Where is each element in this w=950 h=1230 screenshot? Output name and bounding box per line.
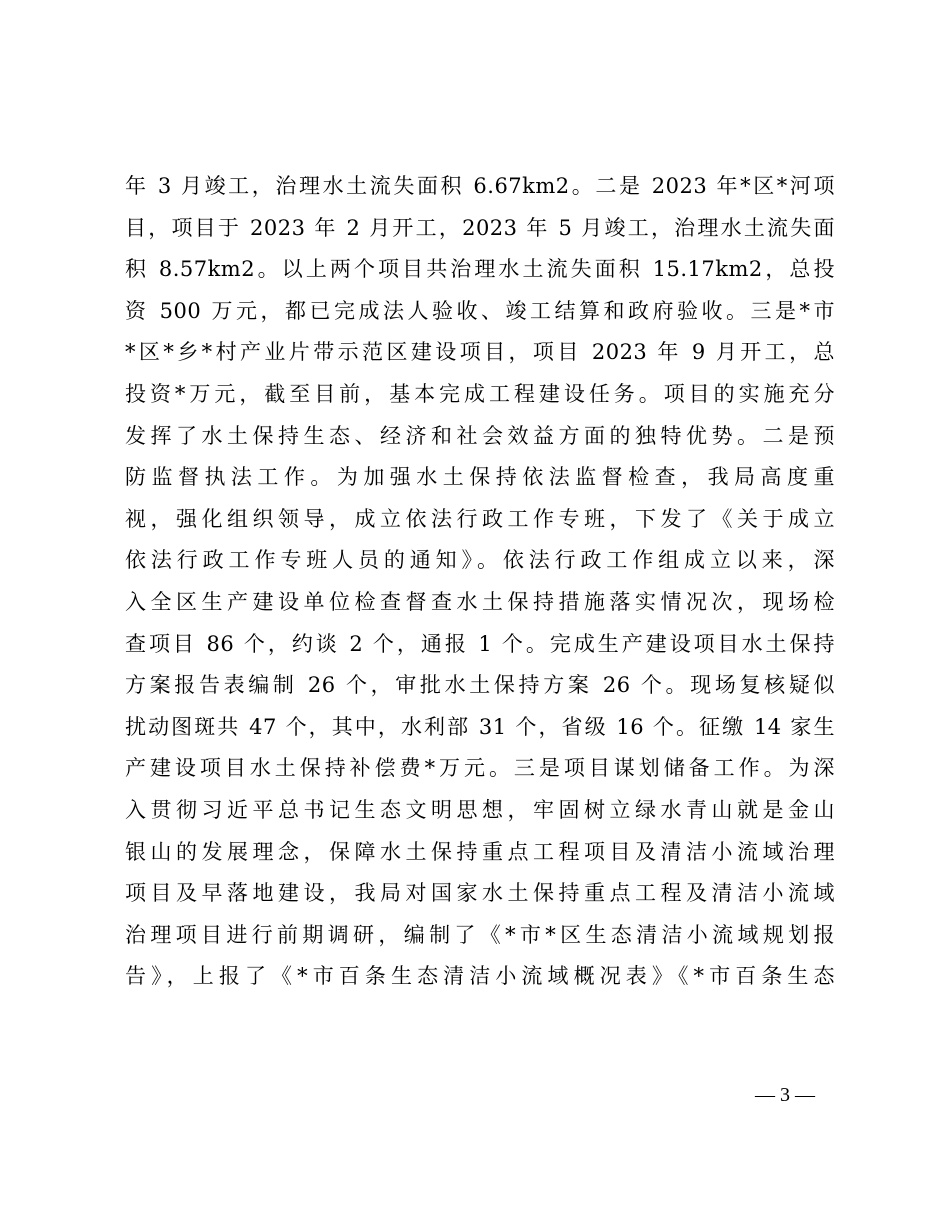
- text-line: 告》，上报了《*市百条生态清洁小流域概况表》《*市百条生态: [125, 964, 835, 989]
- text-line: 依法行政工作专班人员的通知》。依法行政工作组成立以来，深: [125, 548, 835, 573]
- text-line: 项目及早落地建设，我局对国家水土保持重点工程及清洁小流域: [125, 881, 835, 906]
- text-line: 入贯彻习近平总书记生态文明思想，牢固树立绿水青山就是金山: [125, 797, 835, 822]
- text-line: 视，强化组织领导，成立依法行政工作专班，下发了《关于成立: [125, 506, 835, 531]
- text-line: 投资*万元，截至目前，基本完成工程建设任务。项目的实施充分: [125, 381, 835, 406]
- text-line: 积 8.57km2。以上两个项目共治理水土流失面积 15.17km2，总投: [125, 257, 835, 282]
- text-line: 发挥了水土保持生态、经济和社会效益方面的独特优势。二是预: [125, 423, 835, 448]
- text-line: 年 3 月竣工，治理水土流失面积 6.67km2。二是 2023 年*区*河项: [125, 174, 835, 198]
- text-line: 入全区生产建设单位检查督查水土保持措施落实情况次，现场检: [125, 589, 835, 614]
- page-number: — 3 —: [755, 1084, 815, 1106]
- text-line: 治理项目进行前期调研，编制了《*市*区生态清洁小流域规划报: [125, 922, 835, 947]
- text-line: 方案报告表编制 26 个，审批水土保持方案 26 个。现场复核疑似: [125, 673, 835, 698]
- text-line: 银山的发展理念，保障水土保持重点工程项目及清洁小流域治理: [125, 839, 835, 864]
- body-text: [125, 166, 835, 998]
- text-line: 扰动图斑共 47 个，其中，水利部 31 个，省级 16 个。征缴 14 家生: [125, 714, 835, 739]
- text-line: 目，项目于 2023 年 2 月开工，2023 年 5 月竣工，治理水土流失面: [125, 215, 835, 240]
- text-line: *区*乡*村产业片带示范区建设项目，项目 2023 年 9 月开工，总: [125, 340, 835, 365]
- text-line: 防监督执法工作。为加强水土保持依法监督检查，我局高度重: [125, 465, 835, 490]
- text-line: 资 500 万元，都已完成法人验收、竣工结算和政府验收。三是*市: [125, 298, 835, 323]
- text-line: 查项目 86 个，约谈 2 个，通报 1 个。完成生产建设项目水土保持: [125, 631, 835, 656]
- text-line: 产建设项目水土保持补偿费*万元。三是项目谋划储备工作。为深: [125, 756, 835, 781]
